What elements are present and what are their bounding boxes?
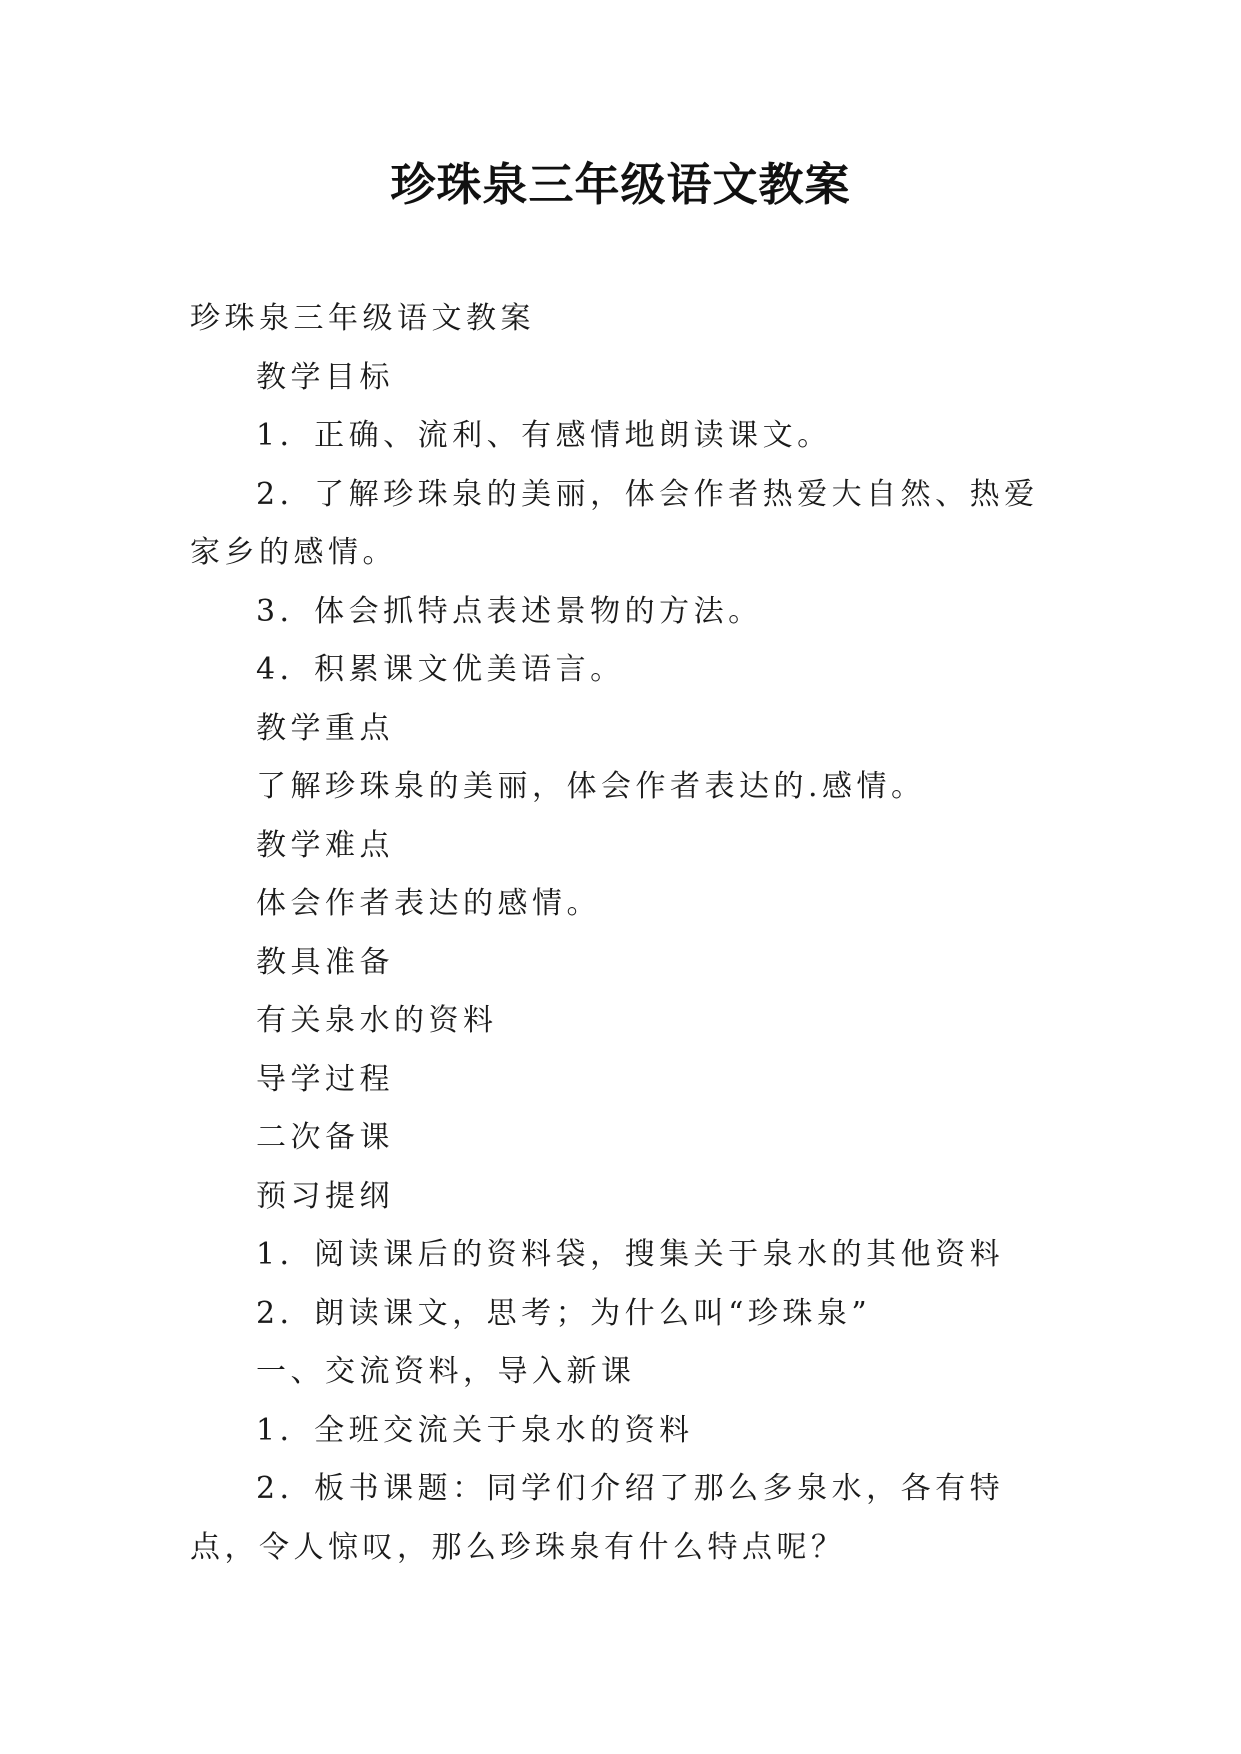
document-title: 珍珠泉三年级语文教案 [390,158,851,211]
paragraph: 预习提纲 [256,1178,394,1214]
paragraph: 教学难点 [256,827,394,863]
paragraph: 一、交流资料，导入新课 [256,1354,636,1389]
paragraph: 有关泉水的资料 [256,1003,498,1038]
paragraph: 教具准备 [256,944,394,980]
paragraph: 教学重点 [256,710,394,746]
paragraph: 1．阅读课后的资料袋，搜集关于泉水的其他资料 [256,1237,1005,1272]
paragraph: 体会作者表达的感情。 [256,886,601,921]
paragraph: 二次备课 [256,1120,394,1155]
paragraph: 2．朗读课文，思考；为什么叫“珍珠泉” [256,1295,872,1331]
document-body [190,290,1060,1577]
paragraph: 珍珠泉三年级语文教案 [190,301,535,336]
paragraph: 2．板书课题：同学们介绍了那么多泉水，各有特点，令人惊叹，那么珍珠泉有什么特点呢？ [190,1471,1005,1565]
paragraph: 1．正确、流利、有感情地朗读课文。 [256,418,832,453]
paragraph: 导学过程 [256,1061,394,1097]
paragraph: 3．体会抓特点表述景物的方法。 [256,593,763,629]
paragraph: 教学目标 [256,359,394,395]
paragraph: 1．全班交流关于泉水的资料 [256,1412,694,1448]
paragraph: 2．了解珍珠泉的美丽，体会作者热爱大自然、热爱家乡的感情。 [190,476,1039,570]
paragraph: 了解珍珠泉的美丽，体会作者表达的.感情。 [256,769,926,804]
paragraph: 4．积累课文优美语言。 [256,652,625,687]
